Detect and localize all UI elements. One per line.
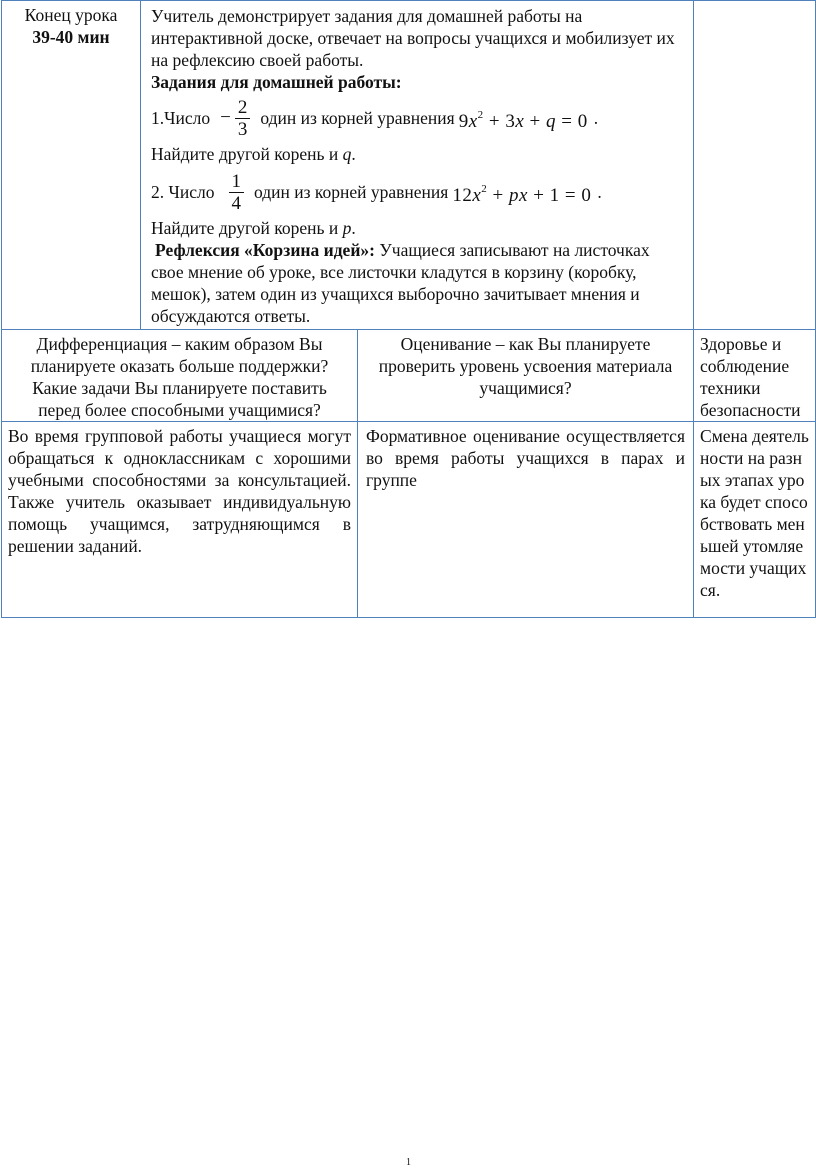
health-header: Здоровье и соблюдение техники безопасности bbox=[700, 334, 801, 420]
reflection-paragraph bbox=[151, 239, 679, 327]
differentiation-header-cell bbox=[2, 330, 358, 422]
task-2-middle: один из корней уравнения bbox=[254, 182, 449, 202]
task-1-sign: − bbox=[220, 107, 231, 128]
assessment-header-cell bbox=[358, 330, 694, 422]
stage-cell bbox=[2, 1, 141, 330]
task-2-end: . bbox=[597, 182, 602, 202]
task-2-line bbox=[151, 167, 679, 217]
task-1-followup: Найдите другой корень и q. bbox=[151, 144, 356, 164]
health-header-cell bbox=[694, 330, 816, 422]
teacher-intro: Учитель демонстрирует задания для домашней работы на интерактивной доске, отвечает на вопросы учащихся и мобилизует их на рефлексию своей работы. bbox=[151, 6, 675, 70]
differentiation-header: Дифференциация – каким образом Вы планируете оказать больше поддержки? Какие задачи Вы планируете поставить перед более способными учащимися? bbox=[30, 334, 329, 420]
task-1-prefix: 1.Число bbox=[151, 108, 211, 128]
task-2-prefix: 2. Число bbox=[151, 182, 215, 202]
reflection-text: Учащиеся записывают на листочках свое мнение об уроке, все листочки кладутся в корзину (коробку, мешок), затем один из учащихся выборочно зачитывает мнения и обсуждаются ответы. bbox=[151, 240, 650, 326]
differentiation-text-cell bbox=[2, 422, 358, 618]
lesson-plan-table bbox=[1, 0, 816, 618]
assessment-header: Оценивание – как Вы планируете проверить уровень усвоения материала учащимися? bbox=[378, 334, 673, 398]
health-text-cell bbox=[694, 422, 816, 618]
page-number: 1 bbox=[406, 1157, 411, 1168]
task-1-equation: $9x^2 + 3x + q = 0$ bbox=[458, 108, 588, 132]
task-1-end: . bbox=[593, 108, 599, 128]
task-2-equation: $12x^2$ + px + 1 = 0 bbox=[452, 182, 592, 206]
task-1-numerator: 2 bbox=[235, 97, 251, 119]
task-1-denominator: 3 bbox=[237, 118, 248, 140]
planning-content-row bbox=[2, 422, 816, 618]
task-2-numerator: 1 bbox=[229, 171, 245, 193]
lesson-end-content-cell bbox=[141, 1, 694, 330]
differentiation-text: Во время групповой работы учащиеся могут обращаться к одноклассникам с хорошими учебными способностями за консультацией. Также учитель оказывает индивидуальную помощь учащимся, затрудняющимся в решении заданий. bbox=[8, 426, 351, 556]
task-1-fraction bbox=[235, 97, 251, 140]
stage-label: Конец урока bbox=[24, 5, 118, 25]
lesson-end-empty-cell bbox=[694, 1, 816, 330]
task-2-fraction bbox=[229, 171, 245, 214]
homework-heading: Задания для домашней работы: bbox=[151, 72, 402, 92]
task-1-middle: один из корней уравнения bbox=[260, 108, 455, 128]
task-1-line bbox=[151, 93, 679, 143]
stage-time: 39-40 мин bbox=[32, 27, 110, 47]
planning-header-row bbox=[2, 330, 816, 422]
reflection-title: Рефлексия «Корзина идей»: bbox=[155, 240, 375, 260]
health-text: Смена деятельности на разных этапах урока будет способствовать меньшей утомляемости учащихся. bbox=[700, 426, 809, 600]
assessment-text-cell bbox=[358, 422, 694, 618]
task-2-denominator: 4 bbox=[231, 192, 241, 214]
assessment-text: Формативное оценивание осуществляется во время работы учащихся в парах и группе bbox=[366, 426, 686, 490]
lesson-end-row bbox=[2, 1, 816, 330]
task-2-followup: Найдите другой корень и p. bbox=[151, 218, 356, 238]
